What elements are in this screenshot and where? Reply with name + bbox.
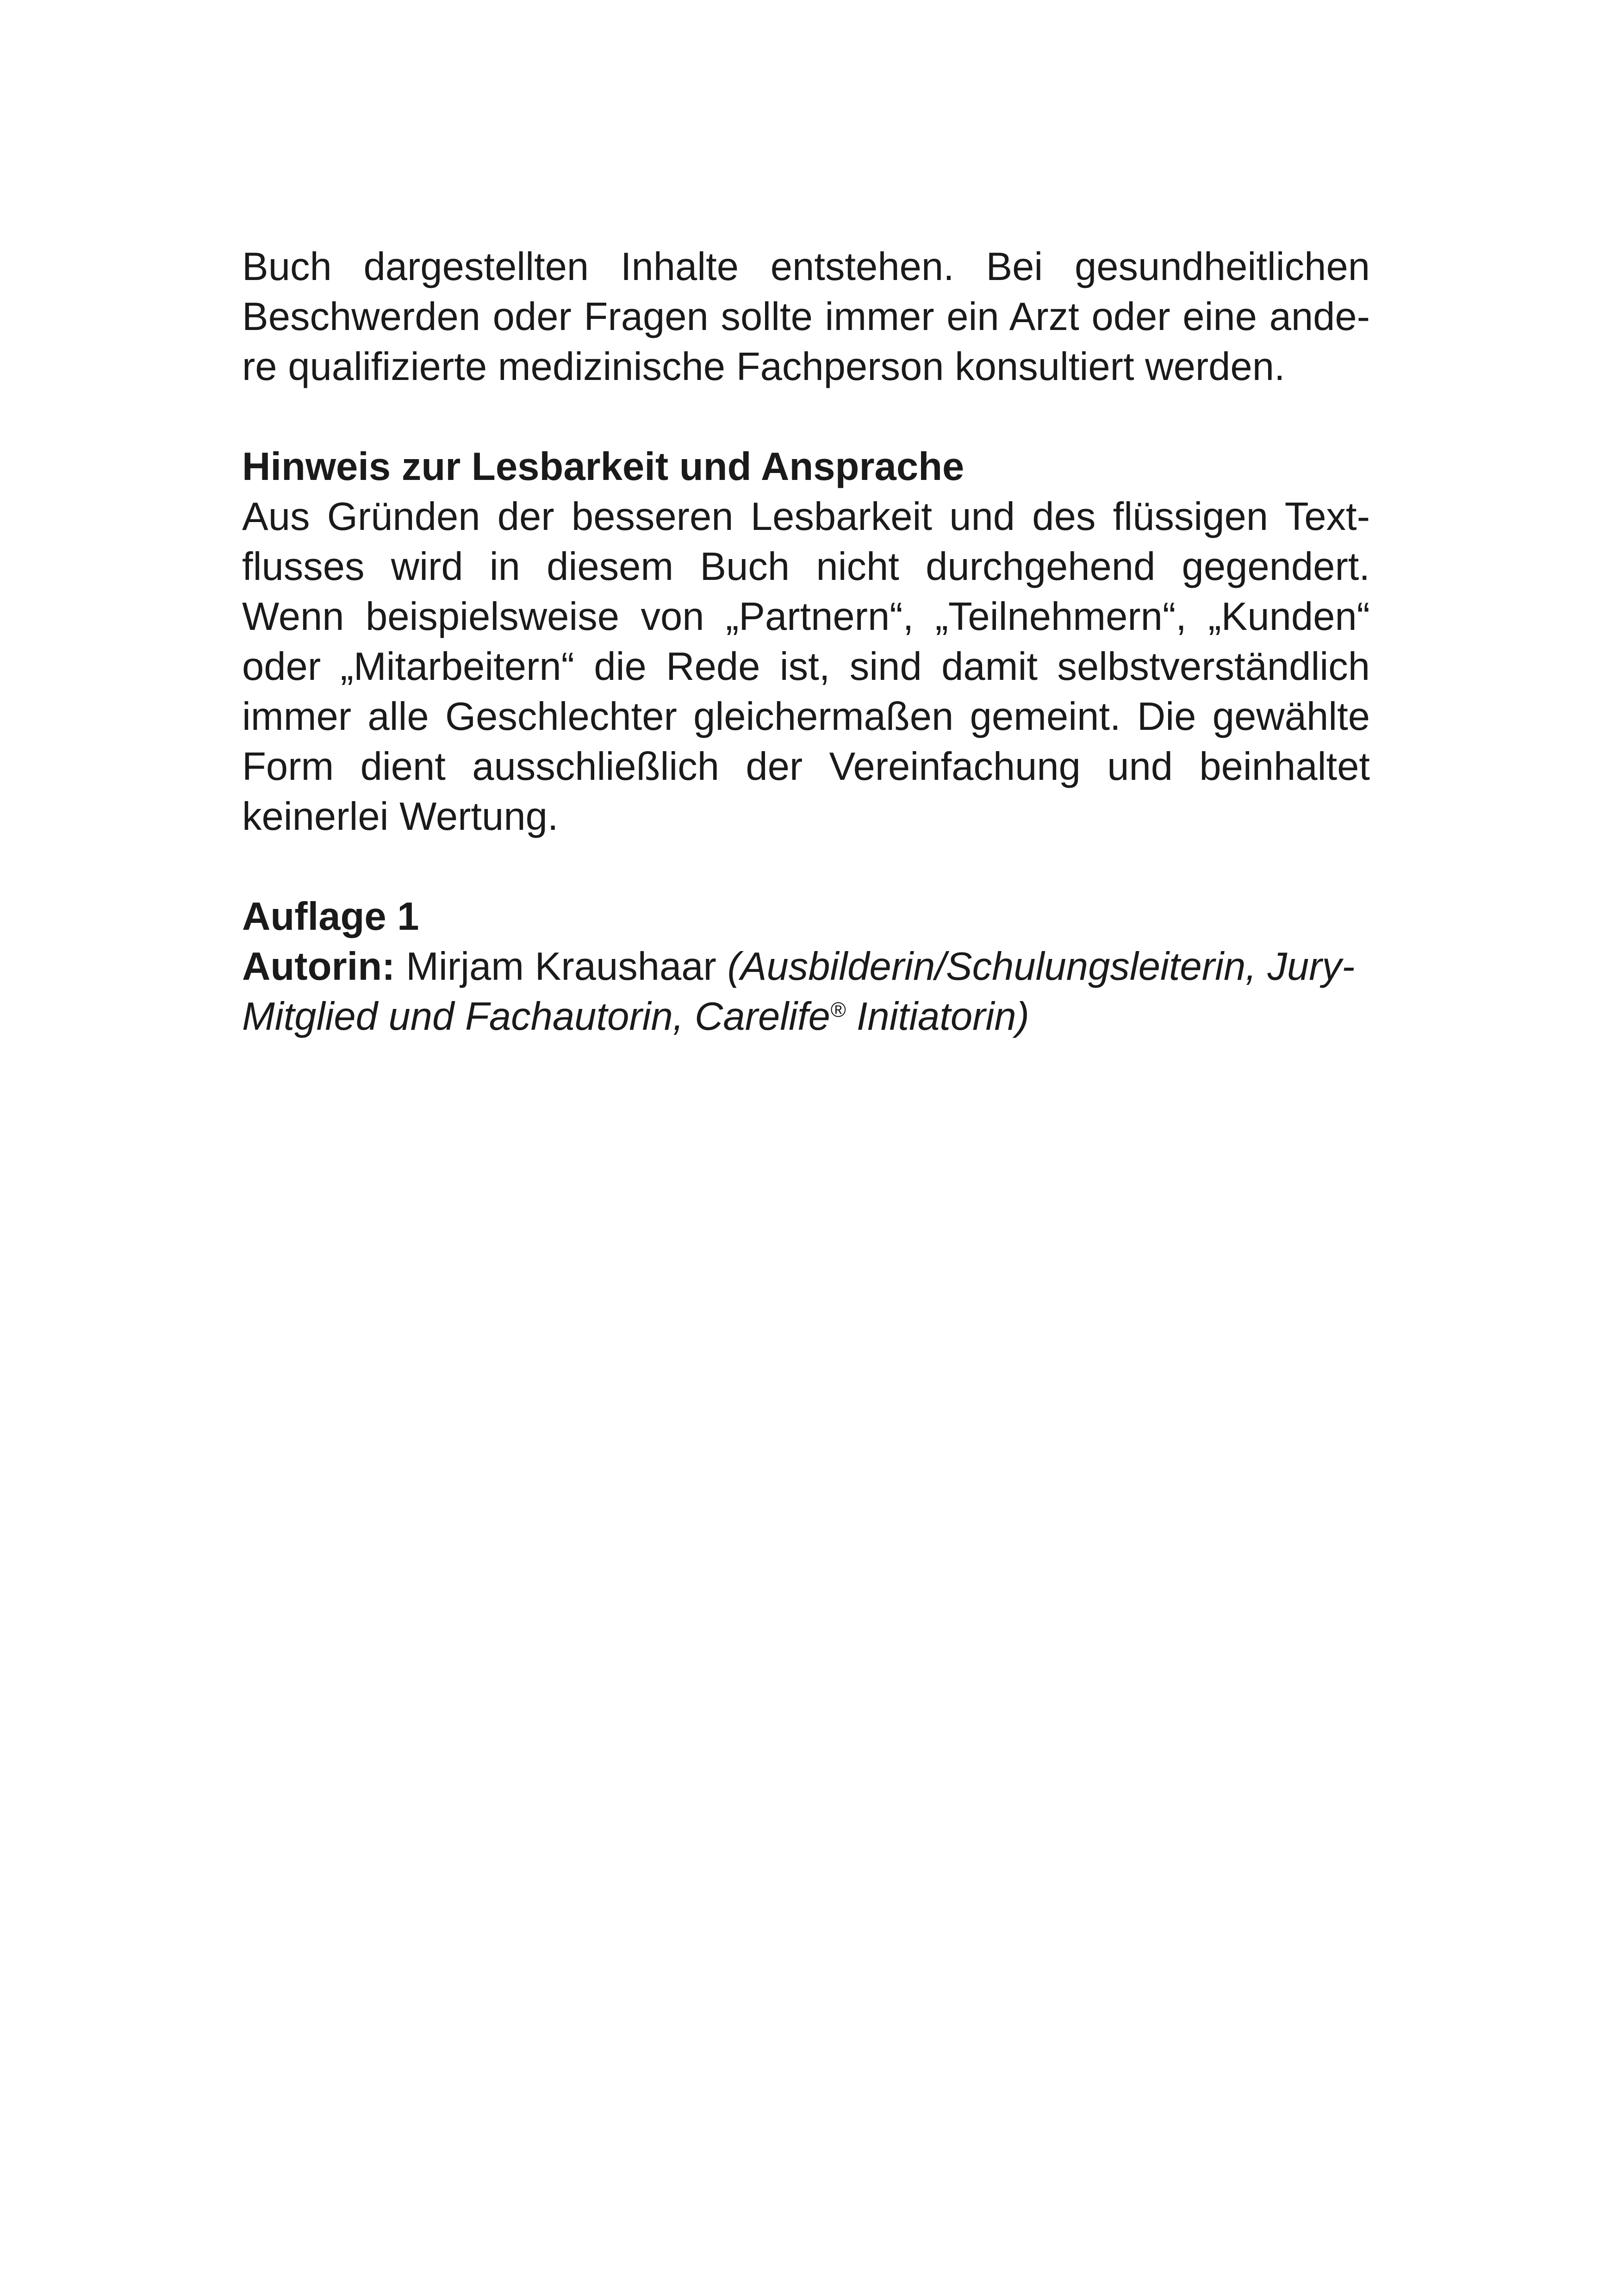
author-line [242, 942, 1370, 1042]
author-name: Mirjam Kraushaar [406, 945, 716, 989]
disclaimer-paragraph: Buch dargestellten Inhalte entstehen. Bei gesundheitlichen Beschwerden oder Fragen sollte immer ein Arzt oder eine andere qualifizierte medizinische Fachperson konsultiert werden. [242, 245, 1370, 389]
spacer [242, 842, 1370, 892]
edition-label: Auflage 1 [242, 895, 419, 939]
spacer [242, 392, 1370, 442]
author-label: Autorin: [242, 945, 395, 989]
registered-mark: ® [830, 998, 846, 1021]
page-content [242, 242, 1370, 1042]
author-roles-end: Initiatorin) [846, 995, 1029, 1039]
readability-paragraph: Aus Gründen der besseren Lesbarkeit und des flüssigen Textflusses wird in diesem Buch nicht durchgehend gegendert. Wenn beispielsweise von „Partnern“, „Teilnehmern“, „Kunden“ oder „Mitarbeitern“ die Rede ist, sind damit selbstverständlich immer alle Geschlechter gleichermaßen gemeint. Die gewählte Form dient ausschließlich der Vereinfachung und beinhaltet keinerlei Wertung. [242, 495, 1370, 839]
readability-heading: Hinweis zur Lesbarkeit und Ansprache [242, 445, 965, 489]
author-roles-text: (Ausbilderin/Schulungsleiterin, Jury-Mitglied und Fachautorin, Carelife [242, 945, 1355, 1039]
